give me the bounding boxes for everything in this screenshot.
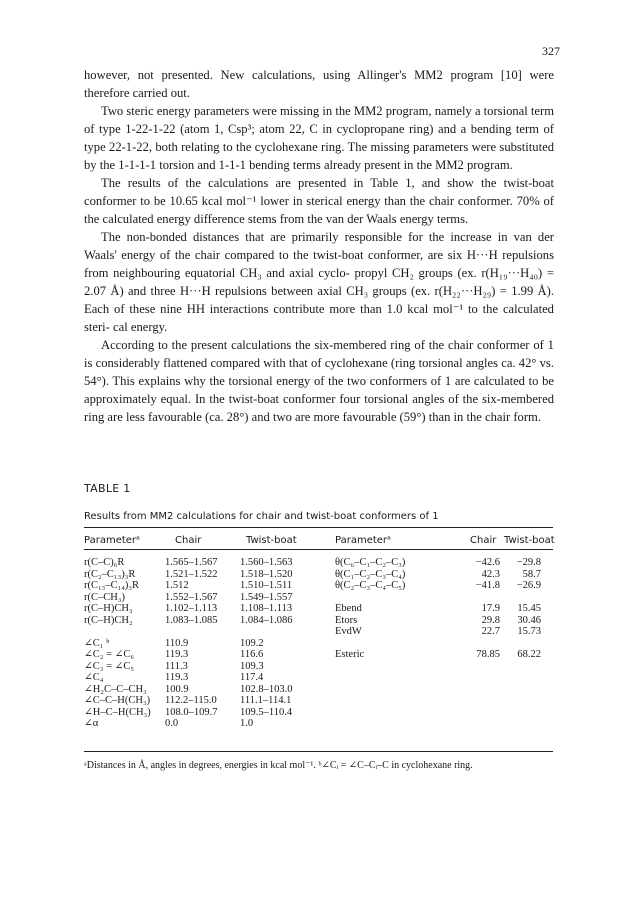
header-chair-2: Chair bbox=[470, 535, 497, 546]
text-line: van der Waals energy terms. bbox=[325, 212, 469, 226]
table-cell: 1.510–1.511 bbox=[240, 580, 293, 591]
text-line: in van der Waals' energy of the chair compared to the twist-boat conformer, bbox=[84, 230, 554, 262]
text-line: a torsional term of type 1-22-1-22 (atom 1, Csp³; atom 22, C in cyclopropane bbox=[84, 104, 554, 136]
table-header-rule bbox=[84, 549, 553, 550]
right-chair-column bbox=[466, 557, 500, 661]
left-chair-column bbox=[165, 557, 218, 730]
table-cell: −42.6 bbox=[475, 557, 500, 568]
table-cell: −29.8 bbox=[516, 557, 541, 568]
table-cell bbox=[466, 638, 500, 650]
table-cell: 111.3 bbox=[165, 660, 188, 672]
table-cell: ∠C₄ bbox=[84, 672, 104, 683]
table-cell: 117.4 bbox=[240, 672, 264, 683]
body-text bbox=[84, 66, 554, 426]
table-cell: θ(C₆–C₁–C₂–C₃) bbox=[335, 557, 406, 568]
table-cell: 15.73 bbox=[517, 626, 541, 637]
table-cell bbox=[84, 626, 151, 638]
table-cell: 30.46 bbox=[517, 614, 541, 626]
table-cell: ∠C₃ = ∠C₅ bbox=[84, 660, 135, 672]
table-cell bbox=[240, 626, 293, 638]
table-cell: 1.565–1.567 bbox=[165, 557, 218, 568]
paragraph bbox=[84, 228, 554, 336]
table-label: TABLE 1 bbox=[84, 482, 131, 495]
table-cell: EvdW bbox=[335, 626, 362, 637]
text-line: however, not presented. New calculations, using Allinger's MM2 program bbox=[84, 68, 494, 82]
text-line: of the two conformers of 1 are calculated to be approximately equal. In the bbox=[84, 374, 554, 406]
table-cell: 109.3 bbox=[240, 660, 264, 672]
left-twist-boat-column bbox=[240, 557, 293, 730]
table-cell: r(C₂–C₁₃)₃R bbox=[84, 568, 136, 580]
table-cell bbox=[335, 638, 405, 650]
text-line: 1-1-1 bending terms already present in the MM2 program. bbox=[218, 158, 513, 172]
paragraph bbox=[84, 174, 554, 228]
table-cell: 1.549–1.557 bbox=[240, 591, 293, 603]
text-line: HH interactions contribute more than 1.0 kcal mol⁻¹ to the calculated steri- bbox=[84, 302, 554, 334]
text-line: twist-boat conformer to be 10.65 kcal mol⁻¹ lower in sterical energy than bbox=[84, 176, 554, 208]
table-cell: 78.85 bbox=[476, 649, 500, 660]
table-cell: ∠H₂C–C–CH₃ bbox=[84, 683, 147, 695]
table-cell: ∠H–C–H(CH₃) bbox=[84, 706, 151, 718]
table-cell: −26.9 bbox=[516, 580, 541, 591]
paragraph bbox=[84, 66, 554, 102]
table-cell: 100.9 bbox=[165, 683, 189, 695]
table-cell: 109.5–110.4 bbox=[240, 706, 293, 718]
table-cell: ∠C–C–H(CH₃) bbox=[84, 695, 151, 706]
table-cell: 1.108–1.113 bbox=[240, 603, 293, 614]
text-line: According to the present calculations the six-membered ring of the chair bbox=[101, 338, 474, 352]
table-cell: 1.518–1.520 bbox=[240, 568, 293, 580]
table-cell: Esteric bbox=[335, 649, 365, 660]
right-parameter-column bbox=[335, 557, 405, 661]
text-line: twist-boat conformer four torsional angles of the six-membered ring are less bbox=[84, 392, 555, 424]
table-top-rule bbox=[84, 527, 553, 528]
table-cell: 108.0–109.7 bbox=[165, 706, 218, 718]
right-twist-boat-column bbox=[505, 557, 541, 661]
table-cell: 17.9 bbox=[481, 603, 500, 614]
paragraph bbox=[84, 102, 554, 174]
table-cell: 111.1–114.1 bbox=[240, 695, 292, 706]
table-cell: 119.3 bbox=[165, 649, 189, 660]
table-cell: Ebend bbox=[335, 603, 362, 614]
table-cell: 1.102–1.113 bbox=[165, 603, 218, 614]
table-footnote: ᵃDistances in Å, angles in degrees, energies in kcal mol⁻¹. ᵇ∠Cᵢ = ∠C–Cᵢ–C in cyclohexane ring. bbox=[84, 760, 473, 771]
table-cell: 22.7 bbox=[481, 626, 500, 637]
text-line: The non-bonded distances that are primarily responsible for the increase bbox=[101, 230, 492, 244]
table-caption: Results from MM2 calculations for chair and twist-boat conformers of 1 bbox=[84, 511, 439, 522]
table-cell: ∠C₂ = ∠C₆ bbox=[84, 649, 135, 660]
table-cell: r(C–H)CH₃ bbox=[84, 603, 133, 614]
table-cell: r(C–H)CH₂ bbox=[84, 614, 133, 626]
header-chair: Chair bbox=[175, 535, 202, 546]
table-cell: 116.6 bbox=[240, 649, 264, 660]
table-cell: r(C–C)₆R bbox=[84, 557, 125, 568]
table-cell: 1.521–1.522 bbox=[165, 568, 218, 580]
header-parameter: Parameterᵃ bbox=[84, 535, 140, 546]
table-cell bbox=[466, 592, 500, 604]
table-cell: 1.552–1.567 bbox=[165, 591, 218, 603]
table-cell: 1.0 bbox=[240, 718, 254, 729]
table-bottom-rule bbox=[84, 751, 553, 752]
text-line: (ring torsional angles ca. 42° vs. 54°). This explains why the torsional energy bbox=[84, 356, 554, 388]
text-line: between axial CH₃ groups (ex. r(H₂₂···H₂₉) = 1.99 Å). Each of these nine bbox=[84, 284, 554, 316]
text-line: favourable (ca. 28°) and two are more favourable (59°) than in the chair bbox=[148, 410, 511, 424]
table-cell bbox=[165, 626, 218, 638]
table-cell: Etors bbox=[335, 614, 358, 626]
text-line: conformer of 1 is considerably flattened compared with that of cyclohexane bbox=[84, 338, 554, 370]
table-cell: ∠α bbox=[84, 718, 99, 729]
table-cell: θ(C₁–C₂–C₃–C₄) bbox=[335, 568, 406, 580]
table-cell bbox=[505, 592, 541, 604]
table-cell: r(C₁₃–C₁₄)₃R bbox=[84, 580, 140, 591]
table-cell bbox=[335, 592, 405, 604]
table-cell: 119.3 bbox=[165, 672, 189, 683]
table-cell: 42.3 bbox=[481, 568, 500, 580]
text-line: form. bbox=[513, 410, 541, 424]
table-cell: 112.2–115.0 bbox=[165, 695, 217, 706]
table-cell: 58.7 bbox=[522, 568, 541, 580]
table-cell: r(C–CH₃) bbox=[84, 591, 125, 603]
text-line: the chair conformer. 70% of the calculated energy difference stems from the bbox=[84, 194, 554, 226]
text-line: Two steric energy parameters were missing in the MM2 program, namely bbox=[101, 104, 472, 118]
text-line: propyl CH₂ groups (ex. r(H₁₉···H₄₀) = 2.07 Å) and three H···H repulsions bbox=[84, 266, 554, 298]
table-cell: θ(C₂–C₃–C₄–C₅) bbox=[335, 580, 406, 591]
table-cell bbox=[505, 638, 541, 650]
paragraph bbox=[84, 336, 554, 426]
table-cell: 15.45 bbox=[517, 603, 541, 614]
left-parameter-column bbox=[84, 557, 151, 730]
header-twist-boat: Twist-boat bbox=[246, 535, 297, 546]
table-cell: 1.084–1.086 bbox=[240, 614, 293, 626]
table-cell: 29.8 bbox=[481, 614, 500, 626]
table-cell: 68.22 bbox=[517, 649, 541, 660]
text-line: [10] were therefore carried out. bbox=[84, 68, 554, 100]
header-twist-boat-2: Twist-boat bbox=[504, 535, 555, 546]
text-line: ring) and a bending term of type 22-1-22, both relating to the cyclohexane bbox=[84, 122, 554, 154]
table-cell: −41.8 bbox=[475, 580, 500, 591]
table-cell: 109.2 bbox=[240, 637, 264, 649]
text-line: cal energy. bbox=[113, 320, 168, 334]
text-line: ring. The missing parameters were substituted by the 1-1-1-1 torsion and bbox=[84, 140, 554, 172]
page-number: 327 bbox=[542, 44, 560, 58]
table-cell: 1.512 bbox=[165, 580, 189, 591]
table-cell: 102.8–103.0 bbox=[240, 683, 293, 695]
table-cell: 1.083–1.085 bbox=[165, 614, 218, 626]
table-cell: 1.560–1.563 bbox=[240, 557, 293, 568]
text-line: are six H···H repulsions from neighbouring equatorial CH₃ and axial cyclo- bbox=[84, 248, 554, 280]
header-parameter-2: Parameterᵃ bbox=[335, 535, 391, 546]
text-line: The results of the calculations are presented in Table 1, and show the bbox=[101, 176, 497, 190]
table-cell: 0.0 bbox=[165, 718, 179, 729]
table-cell: 110.9 bbox=[165, 637, 189, 649]
table-cell: ∠C₁ ᵇ bbox=[84, 637, 110, 649]
